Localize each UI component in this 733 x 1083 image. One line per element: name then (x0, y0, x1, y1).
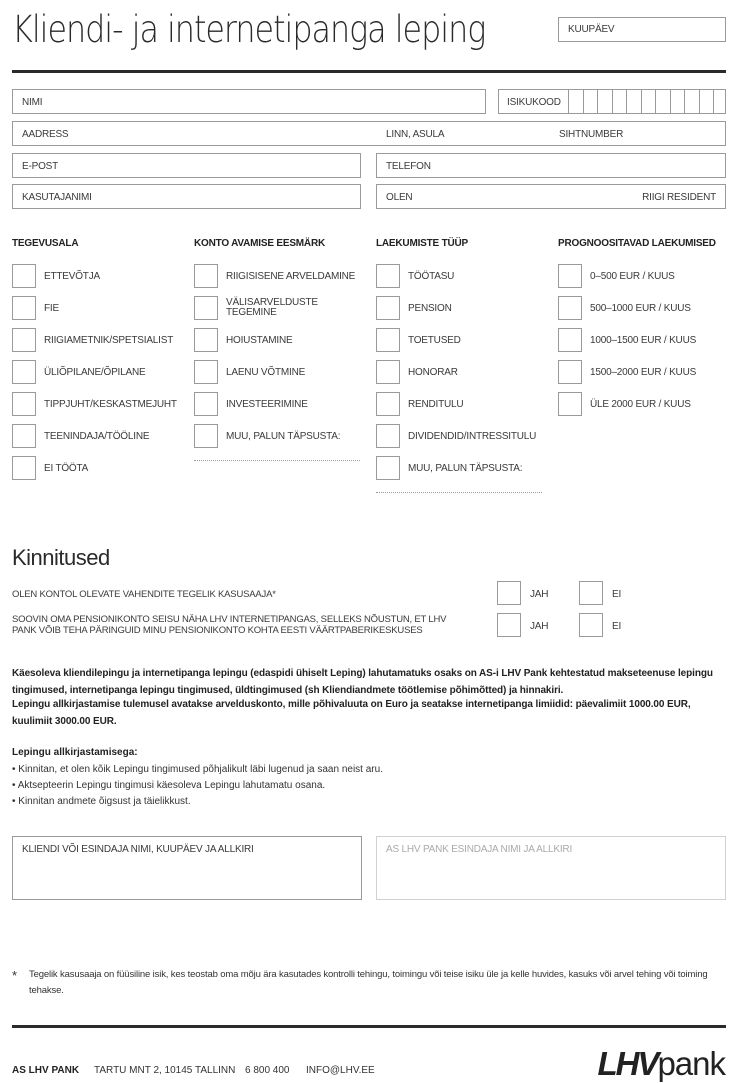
terms-bullet: • Aktsepteerin Lepingu tingimusi käesoleva Lepingu lahutamatu osana. (12, 780, 326, 791)
option-label: HONORAR (408, 367, 458, 378)
option-checkbox[interactable] (558, 264, 582, 288)
client-signature-label: KLIENDI VÕI ESINDAJA NIMI, KUUPÄEV JA ALLKIRI (22, 844, 254, 855)
option-label: ETTEVÕTJA (44, 271, 100, 282)
footnote-text: Tegelik kasusaaja on füüsiline isik, kes teostab oma mõju ära kasutades kontrolli tehingu, toimingu või teise isiku üle ja kelle huvides, kasuks või arvel tehing või toiming tehakse. (29, 969, 708, 996)
option-label: FIE (44, 303, 59, 314)
option-checkbox[interactable] (558, 392, 582, 416)
username-field[interactable] (12, 184, 361, 209)
footer-address: TARTU MNT 2, 10145 TALLINN (94, 1065, 236, 1076)
postal-code-label: SIHTNUMBER (559, 129, 624, 140)
option-checkbox[interactable] (558, 328, 582, 352)
option-label: VÄLISARVELDUSTE TEGEMINE (226, 297, 318, 318)
id-code-digit-cell[interactable] (612, 90, 626, 113)
email-label: E-POST (22, 161, 59, 172)
option-label: RIIGISISENE ARVELDAMINE (226, 271, 356, 282)
id-code-digit-cell[interactable] (583, 90, 597, 113)
footer-email: INFO@LHV.EE (306, 1065, 375, 1076)
option-label: TIPPJUHT/KESKASTMEJUHT (44, 399, 177, 410)
option-label: MUU, PALUN TÄPSUSTA: (408, 463, 523, 474)
beneficiary-no-checkbox[interactable] (579, 581, 603, 605)
footer-divider (12, 1025, 726, 1028)
id-code-digit-cell[interactable] (684, 90, 698, 113)
option-label: RENDITULU (408, 399, 464, 410)
address-field[interactable] (12, 121, 726, 146)
confirmations-heading: Kinnitused (12, 545, 110, 570)
client-signature-field[interactable] (12, 836, 362, 900)
bank-signature-field[interactable] (376, 836, 726, 900)
id-code-digit-cell[interactable] (568, 90, 582, 113)
terms-bullet-text: Kinnitan andmete õigsust ja täielikkust. (18, 796, 191, 807)
id-code-field[interactable] (498, 89, 726, 114)
signing-heading: Lepingu allkirjastamisega: (12, 747, 138, 758)
option-checkbox[interactable] (376, 264, 400, 288)
id-code-digit-cell[interactable] (670, 90, 684, 113)
option-checkbox[interactable] (12, 264, 36, 288)
phone-field[interactable] (376, 153, 726, 178)
logo-lhv: LHV (597, 1045, 658, 1082)
option-label: RIIGIAMETNIK/SPETSIALIST (44, 335, 174, 346)
lhv-pank-logo (597, 1045, 725, 1083)
city-label: LINN, ASULA (386, 129, 445, 140)
footer-phone: 6 800 400 (245, 1065, 290, 1076)
terms-bullet: • Kinnitan andmete õigsust ja täielikkust. (12, 796, 191, 807)
option-checkbox[interactable] (194, 296, 218, 320)
option-label: 1500–2000 EUR / KUUS (590, 367, 697, 378)
logo-pank: pank (657, 1045, 725, 1082)
option-checkbox[interactable] (376, 328, 400, 352)
option-checkbox[interactable] (194, 360, 218, 384)
option-label: TEENINDAJA/TÖÖLINE (44, 431, 150, 442)
username-label: KASUTAJANIMI (22, 192, 92, 203)
option-checkbox[interactable] (558, 296, 582, 320)
footer-company: AS LHV PANK (12, 1065, 80, 1076)
beneficiary-yes-label: JAH (530, 589, 549, 600)
beneficiary-yes-checkbox[interactable] (497, 581, 521, 605)
option-label: 1000–1500 EUR / KUUS (590, 335, 697, 346)
name-field[interactable] (12, 89, 486, 114)
option-checkbox[interactable] (376, 392, 400, 416)
option-checkbox[interactable] (12, 328, 36, 352)
footnote-marker: * (12, 968, 18, 983)
option-label: MUU, PALUN TÄPSUSTA: (226, 431, 341, 442)
bank-signature-label: AS LHV PANK ESINDAJA NIMI JA ALLKIRI (386, 844, 573, 855)
section-heading: LAEKUMISTE TÜÜP (376, 238, 469, 249)
id-code-digit-cell[interactable] (699, 90, 713, 113)
specify-line[interactable] (194, 460, 360, 461)
option-checkbox[interactable] (12, 456, 36, 480)
terms-paragraph-1: Käesoleva kliendilepingu ja internetipanga lepingu (edaspidi ühiselt Leping) lahutamatuks osaks on AS-i LHV Pank kehtestatud makseteenuse lepingu tingimused, internetipanga lepingu tingimused, üldtingimused (sh Kliendiandmete töötlemise põhimõtted) ja hinnakiri. (12, 668, 713, 696)
name-label: NIMI (22, 97, 43, 108)
option-label: LAENU VÕTMINE (226, 367, 306, 378)
id-code-digit-cell[interactable] (597, 90, 611, 113)
olen-label: OLEN (386, 192, 413, 203)
option-checkbox[interactable] (194, 328, 218, 352)
option-checkbox[interactable] (194, 424, 218, 448)
id-code-label: ISIKUKOOD (507, 97, 561, 108)
option-label: 500–1000 EUR / KUUS (590, 303, 691, 314)
option-label: TOETUSED (408, 335, 461, 346)
id-code-digit-cell[interactable] (713, 90, 727, 113)
option-label: TÖÖTASU (408, 271, 455, 282)
id-code-digit-cell[interactable] (626, 90, 640, 113)
option-label: PENSION (408, 303, 452, 314)
option-checkbox[interactable] (12, 392, 36, 416)
date-label: KUUPÄEV (568, 24, 615, 35)
beneficiary-question: OLEN KONTOL OLEVATE VAHENDITE TEGELIK KASUSAAJA* (12, 589, 276, 600)
option-label: INVESTEERIMINE (226, 399, 308, 410)
header-divider (12, 70, 726, 73)
terms-bullet: • Kinnitan, et olen kõik Lepingu tingimused põhjalikult läbi lugenud ja saan neist aru. (12, 764, 383, 775)
option-checkbox[interactable] (376, 360, 400, 384)
date-field[interactable] (558, 17, 726, 42)
specify-line[interactable] (376, 492, 542, 493)
pension-yes-label: JAH (530, 621, 549, 632)
option-checkbox[interactable] (376, 424, 400, 448)
option-label: EI TÖÖTA (44, 463, 89, 474)
option-label: HOIUSTAMINE (226, 335, 293, 346)
option-checkbox[interactable] (194, 264, 218, 288)
section-heading: PROGNOOSITAVAD LAEKUMISED (558, 238, 716, 249)
resident-label: RIIGI RESIDENT (642, 192, 716, 203)
email-field[interactable] (12, 153, 361, 178)
option-checkbox[interactable] (558, 360, 582, 384)
id-code-digit-cell[interactable] (655, 90, 669, 113)
pension-no-label: EI (612, 621, 622, 632)
terms-bullet-text: Aktsepteerin Lepingu tingimusi käesoleva Lepingu lahutamatu osana. (17, 780, 326, 791)
terms-bullet-text: Kinnitan, et olen kõik Lepingu tingimused põhjalikult läbi lugenud ja saan neist aru. (18, 764, 383, 775)
residency-field[interactable] (376, 184, 726, 209)
id-code-cells (568, 90, 725, 113)
option-checkbox[interactable] (376, 456, 400, 480)
phone-label: TELEFON (386, 161, 431, 172)
id-code-digit-cell[interactable] (641, 90, 655, 113)
address-label: AADRESS (22, 129, 69, 140)
page-title: Kliendi- ja internetipanga leping (12, 8, 486, 51)
option-checkbox[interactable] (12, 296, 36, 320)
option-label: ÜLE 2000 EUR / KUUS (590, 399, 691, 410)
option-checkbox[interactable] (12, 424, 36, 448)
terms-paragraph-2: Lepingu allkirjastamise tulemusel avatakse arvelduskonto, mille põhivaluuta on Euro ja seatakse internetipanga limiidid: päevalimiit 1000.00 EUR, kuulimiit 3000.00 EUR. (12, 699, 691, 727)
option-label: 0–500 EUR / KUUS (590, 271, 675, 282)
option-checkbox[interactable] (12, 360, 36, 384)
pension-no-checkbox[interactable] (579, 613, 603, 637)
section-heading: TEGEVUSALA (12, 238, 79, 249)
option-label: DIVIDENDID/INTRESSITULU (408, 431, 537, 442)
pension-question: SOOVIN OMA PENSIONIKONTO SEISU NÄHA LHV INTERNETIPANGAS, SELLEKS NÕUSTUN, ET LHV PANK VÕIB TEHA PÄRINGUID MINU PENSIONIKONTO KOHTA EESTI VÄÄRTPABERIKESKUSES (12, 614, 447, 636)
pension-yes-checkbox[interactable] (497, 613, 521, 637)
option-checkbox[interactable] (376, 296, 400, 320)
beneficiary-no-label: EI (612, 589, 622, 600)
section-heading: KONTO AVAMISE EESMÄRK (194, 238, 325, 249)
option-label: ÜLIÕPILANE/ÕPILANE (44, 367, 146, 378)
option-checkbox[interactable] (194, 392, 218, 416)
